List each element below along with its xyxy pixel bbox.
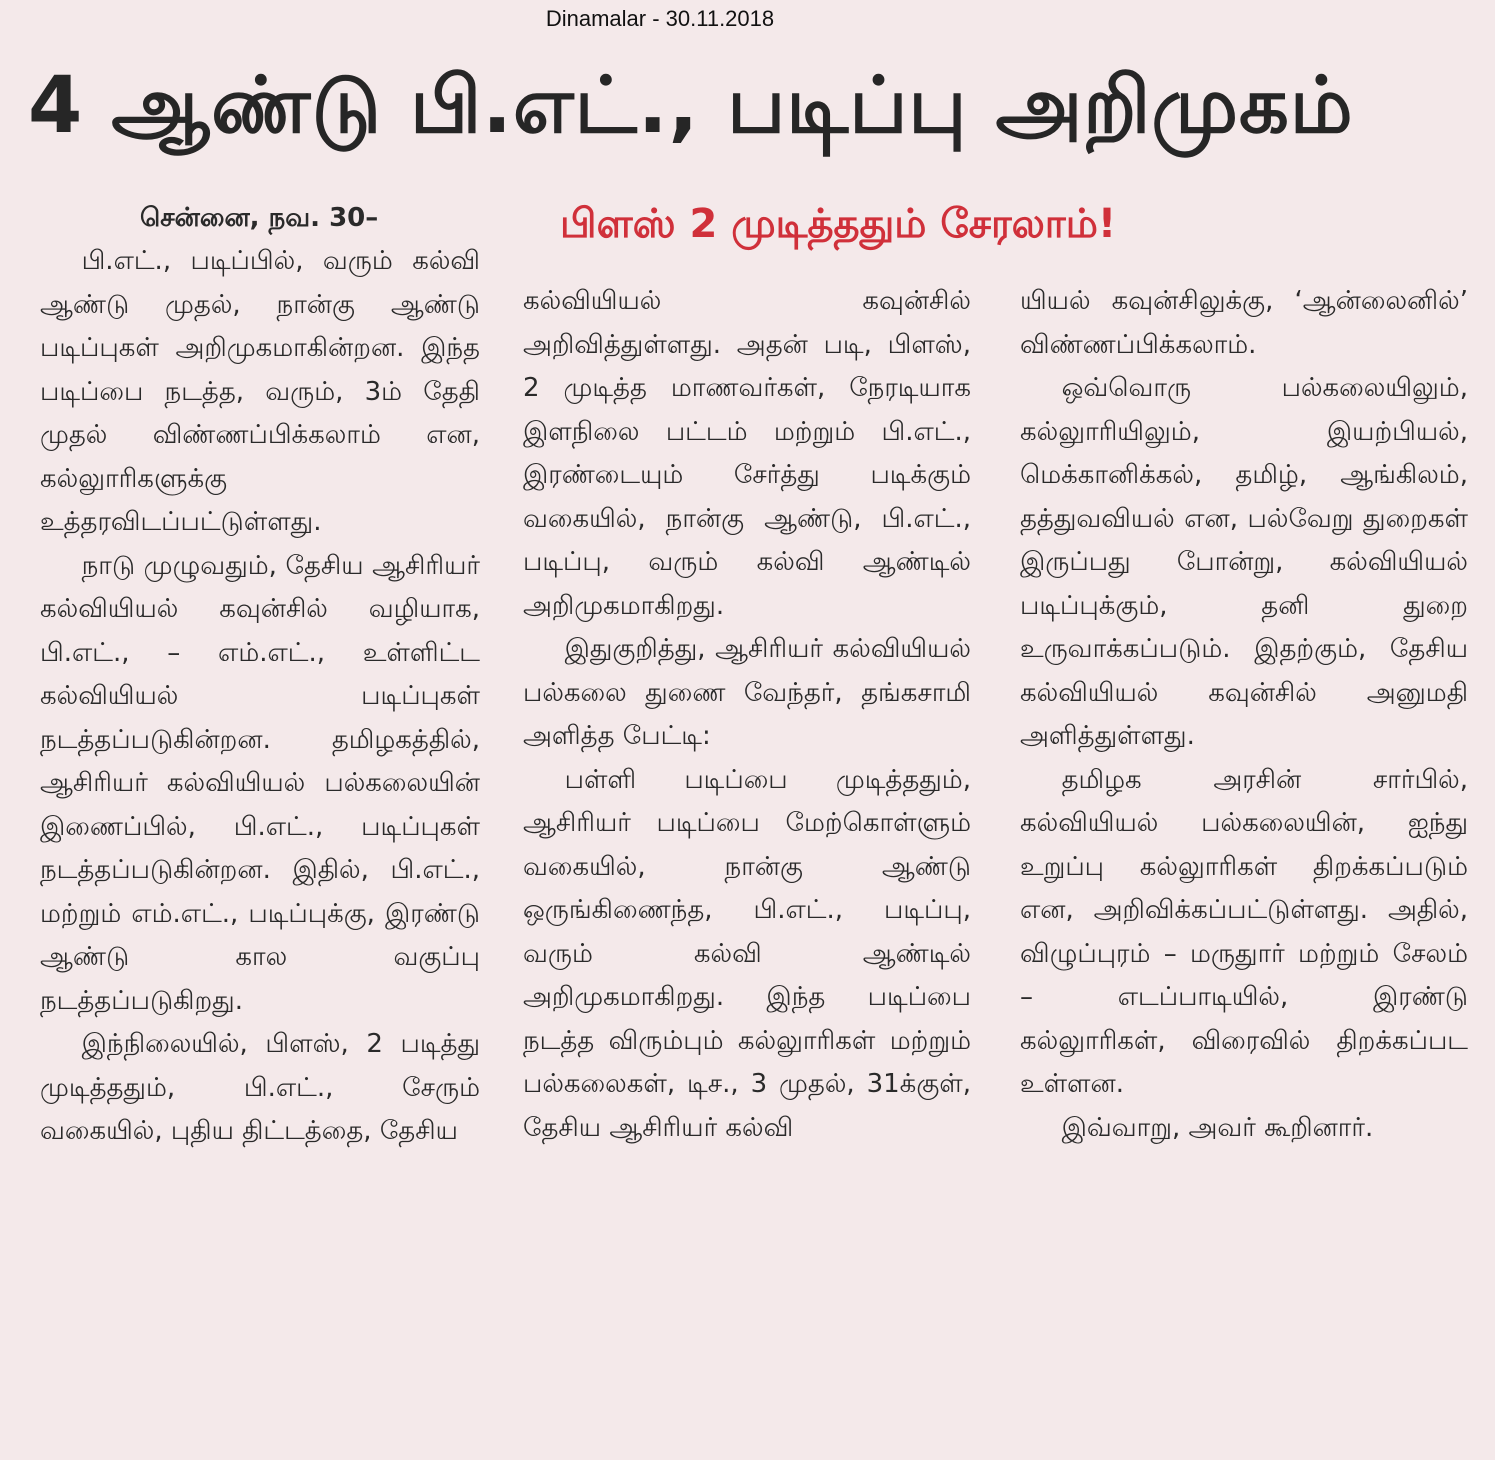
paragraph: நாடு முழுவதும், தேசிய ஆசிரியர் கல்வியியல் கவுன்சில் வழியாக, பி.எட்., – எம்.எட்., உள்ளிட்ட கல்வியியல் படிப்புகள் நடத்தப்படுகின்றன. தமிழகத்தில், ஆசிரியர் கல்வியியல் பல்கலையின் இணைப்பில், பி.எட்., படிப்புகள் நடத்தப்படுகின்றன. இதில், பி.எட்., மற்றும் எம்.எட்., படிப்புக்கு, இரண்டு ஆண்டு கால வகுப்பு நடத்தப்படுகிறது. — [40, 550, 480, 1016]
paragraph: இதுகுறித்து, ஆசிரியர் கல்வியியல் பல்கலை துணை வேந்தர், தங்கசாமி அளித்த பேட்டி: — [523, 634, 971, 751]
paragraph: யியல் கவுன்சிலுக்கு, ‘ஆன்லைனில்’ விண்ணப்பிக்கலாம். — [1020, 286, 1468, 360]
article-column-3 — [1020, 280, 1468, 1450]
paragraph: பள்ளி படிப்பை முடித்ததும், ஆசிரியர் படிப்பை மேற்கொள்ளும் வகையில், நான்கு ஆண்டு ஒருங்கிணைந்த, பி.எட்., படிப்பு, வரும் கல்வி ஆண்டில் அறிமுகமாகிறது. இந்த படிப்பை நடத்த விரும்பும் கல்லுாரிகள் மற்றும் பல்கலைகள், டிச., 3 முதல், 31க்குள், தேசிய ஆசிரியர் கல்வி — [523, 764, 971, 1143]
article-column-2 — [523, 280, 971, 1450]
headline: 4 ஆண்டு பி.எட்., படிப்பு அறிமுகம் — [28, 61, 1354, 151]
source-line: Dinamalar - 30.11.2018 — [545, 6, 775, 31]
paragraph: இந்நிலையில், பிளஸ், 2 படித்து முடித்ததும், பி.எட்., சேரும் வகையில், புதிய திட்டத்தை, தேசிய — [40, 1029, 480, 1146]
paragraph: பி.எட்., படிப்பில், வரும் கல்வி ஆண்டு முதல், நான்கு ஆண்டு படிப்புகள் அறிமுகமாகின்றன. இந்த படிப்பை நடத்த, வரும், 3ம் தேதி முதல் விண்ணப்பிக்கலாம் என, கல்லுாரிகளுக்கு உத்தரவிடப்பட்டுள்ளது. — [40, 246, 480, 537]
article-column-1 — [40, 240, 480, 1450]
paragraph: இவ்வாறு, அவர் கூறினார். — [1061, 1112, 1374, 1143]
subheadline: பிளஸ் 2 முடித்ததும் சேரலாம்! — [560, 201, 1117, 247]
paragraph: தமிழக அரசின் சார்பில், கல்வியியல் பல்கலையின், ஐந்து உறுப்பு கல்லுாரிகள் திறக்கப்படும் என, அறிவிக்கப்பட்டுள்ளது. அதில், விழுப்புரம் – மருதுார் மற்றும் சேலம் – எடப்பாடியில், இரண்டு கல்லுாரிகள், விரைவில் திறக்கப்பட உள்ளன. — [1020, 764, 1468, 1099]
paragraph: ஒவ்வொரு பல்கலையிலும், கல்லுாரியிலும், இயற்பியல், மெக்கானிக்கல், தமிழ், ஆங்கிலம், தத்துவவியல் என, பல்வேறு துறைகள் இருப்பது போன்று, கல்வியியல் படிப்புக்கும், தனி துறை உருவாக்கப்படும். இதற்கும், தேசிய கல்வியியல் கவுன்சில் அனுமதி அளித்துள்ளது. — [1020, 373, 1468, 751]
paragraph: கல்வியியல் கவுன்சில் அறிவித்துள்ளது. அதன் படி, பிளஸ், 2 முடித்த மாணவர்கள், நேரடியாக இளநிலை பட்டம் மற்றும் பி.எட்., இரண்டையும் சேர்த்து படிக்கும் வகையில், நான்கு ஆண்டு, பி.எட்., படிப்பு, வரும் கல்வி ஆண்டில் அறிமுகமாகிறது. — [523, 286, 971, 621]
dateline: சென்னை, நவ. 30– — [140, 203, 379, 233]
